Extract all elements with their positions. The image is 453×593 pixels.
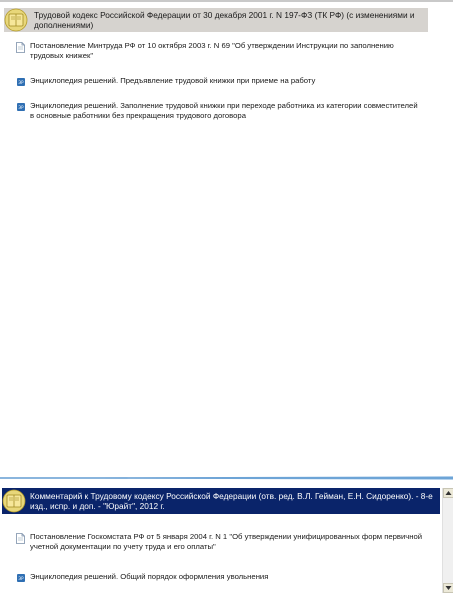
list-item-text: Энциклопедия решений. Предъявление трудовой книжки при приеме на работу xyxy=(30,76,316,85)
list-item-text: Энциклопедия решений. Общий порядок оформления увольнения xyxy=(30,572,269,581)
scroll-up-arrow-icon[interactable] xyxy=(443,488,453,498)
document-icon xyxy=(16,533,25,544)
svg-text:ЭР: ЭР xyxy=(18,105,24,110)
panel-splitter[interactable] xyxy=(0,472,453,484)
scroll-down-arrow-icon[interactable] xyxy=(443,583,453,593)
list-item-text: Трудовой кодекс Российской Федерации от 30 декабря 2001 г. N 197-ФЗ (ТК РФ) (с изменениями и дополнениями) xyxy=(34,10,415,30)
list-item-encyclopedia-presentation[interactable] xyxy=(4,76,428,86)
list-item-text: Постановление Госкомстата РФ от 5 января 2004 г. N 1 "Об утверждении унифицированных форм первичной учетной документации по учету труда и его оплаты" xyxy=(30,532,423,551)
svg-text:ЭР: ЭР xyxy=(18,576,24,581)
vertical-scrollbar[interactable] xyxy=(442,488,453,593)
encyclopedia-icon xyxy=(17,78,25,86)
document-icon xyxy=(16,42,25,53)
bottom-document-list xyxy=(0,484,453,593)
list-item-text: Комментарий к Трудовому кодексу Российской Федерации (отв. ред. В.Л. Гейман, Е.Н. Сидоренко). - 8-е изд., испр. и доп. - "Юрайт", 2012 г. xyxy=(30,491,433,511)
list-item-text: Энциклопедия решений. Заполнение трудовой книжки при переходе работника из категории совместителей в основные работники без прекращения трудового договора xyxy=(30,101,418,120)
top-border xyxy=(0,0,453,2)
list-item-mintrud-resolution[interactable] xyxy=(4,41,428,61)
encyclopedia-icon xyxy=(17,574,25,582)
encyclopedia-icon xyxy=(17,103,25,111)
list-item-goskomstat-resolution[interactable] xyxy=(4,532,434,552)
list-item-encyclopedia-dismissal[interactable] xyxy=(4,572,434,582)
list-item-encyclopedia-filling[interactable] xyxy=(4,101,428,121)
yellow-book-icon xyxy=(4,8,28,32)
list-item-labor-code[interactable] xyxy=(4,8,428,32)
list-item-labor-code-commentary[interactable] xyxy=(2,488,440,514)
svg-text:ЭР: ЭР xyxy=(18,80,24,85)
list-item-text: Постановление Минтруда РФ от 10 октября 2003 г. N 69 "Об утверждении Инструкции по заполнению трудовых книжек" xyxy=(30,41,394,60)
yellow-book-icon xyxy=(2,489,26,513)
